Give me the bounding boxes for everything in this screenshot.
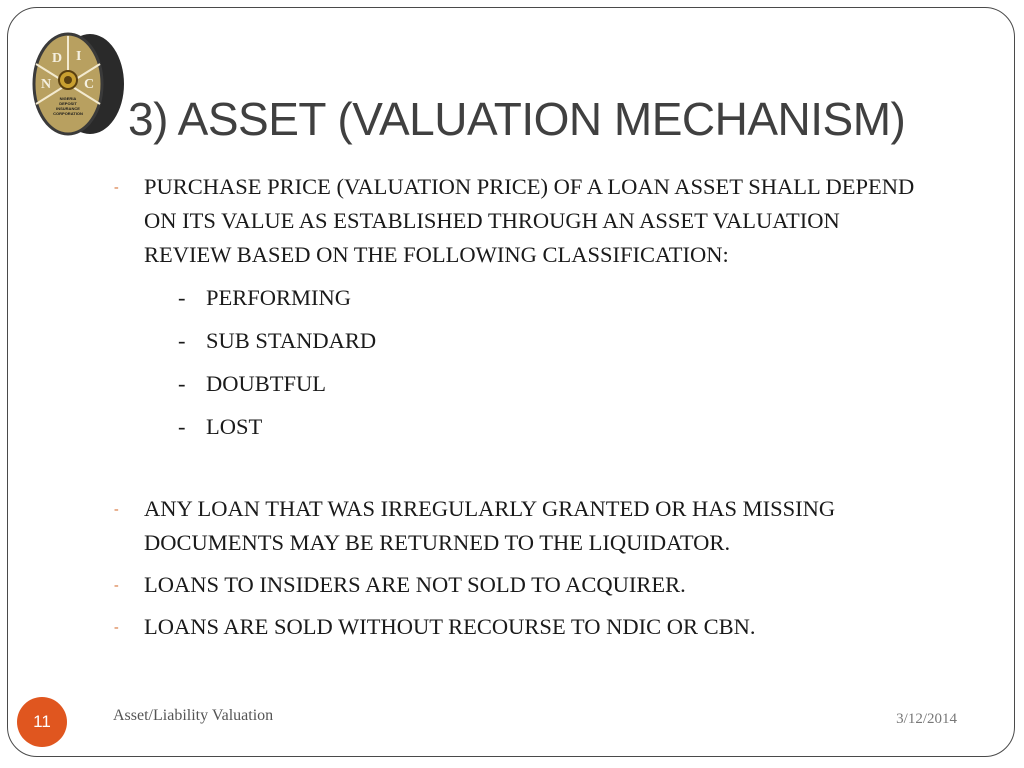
slide-title: 3) ASSET (VALUATION MECHANISM): [128, 93, 906, 145]
bullet-text: PURCHASE PRICE (VALUATION PRICE) OF A LOAN ASSET SHALL DEPEND ON ITS VALUE AS ESTABLISHED THROUGH AN ASSET VALUATION REVIEW BASED ON THE FOLLOWING CLASSIFICATION:: [144, 174, 915, 267]
bullet-marker: -: [114, 620, 119, 635]
bullet-text: LOANS TO INSIDERS ARE NOT SOLD TO ACQUIRER.: [144, 572, 686, 597]
sub-item-text: PERFORMING: [206, 285, 352, 310]
logo-caption-line: DEPOSIT: [59, 101, 77, 106]
logo-caption-line: CORPORATION: [53, 111, 83, 116]
bullet-marker: -: [114, 180, 119, 195]
logo-letter-c: C: [84, 77, 95, 92]
logo-letter-d: D: [52, 51, 63, 66]
ndic-logo-icon: [28, 30, 128, 136]
sub-item-text: LOST: [206, 414, 263, 439]
sub-item-marker: -: [178, 371, 186, 396]
sub-item-marker: -: [178, 414, 186, 439]
logo-letter-i: I: [76, 49, 82, 64]
bullet-marker: -: [114, 502, 119, 517]
sub-item-marker: -: [178, 328, 186, 353]
sub-item: [144, 367, 930, 401]
page-number-badge: 11: [17, 697, 67, 747]
bullet-item: [110, 610, 930, 644]
bullet-marker: -: [114, 578, 119, 593]
sub-item-text: DOUBTFUL: [206, 371, 327, 396]
footer-label: Asset/Liability Valuation: [113, 707, 274, 724]
bullet-item: [110, 568, 930, 602]
logo-caption-line: INSURANCE: [56, 106, 80, 111]
spacer: [110, 452, 930, 492]
logo-caption-line: NIGERIA: [59, 96, 77, 101]
bullet-text: ANY LOAN THAT WAS IRREGULARLY GRANTED OR HAS MISSING DOCUMENTS MAY BE RETURNED TO THE LIQUIDATOR.: [144, 496, 836, 555]
bullet-text: LOANS ARE SOLD WITHOUT RECOURSE TO NDIC OR CBN.: [144, 614, 756, 639]
logo-letter-n: N: [41, 77, 52, 92]
bullet-list: [110, 170, 930, 652]
footer-date: 3/12/2014: [896, 711, 957, 727]
bullet-item: [110, 492, 930, 560]
sub-item-marker: -: [178, 285, 186, 310]
sub-item-text: SUB STANDARD: [206, 328, 377, 353]
bullet-item: [110, 170, 930, 444]
sub-item: [144, 410, 930, 444]
sub-item: [144, 324, 930, 358]
sub-item: [144, 281, 930, 315]
